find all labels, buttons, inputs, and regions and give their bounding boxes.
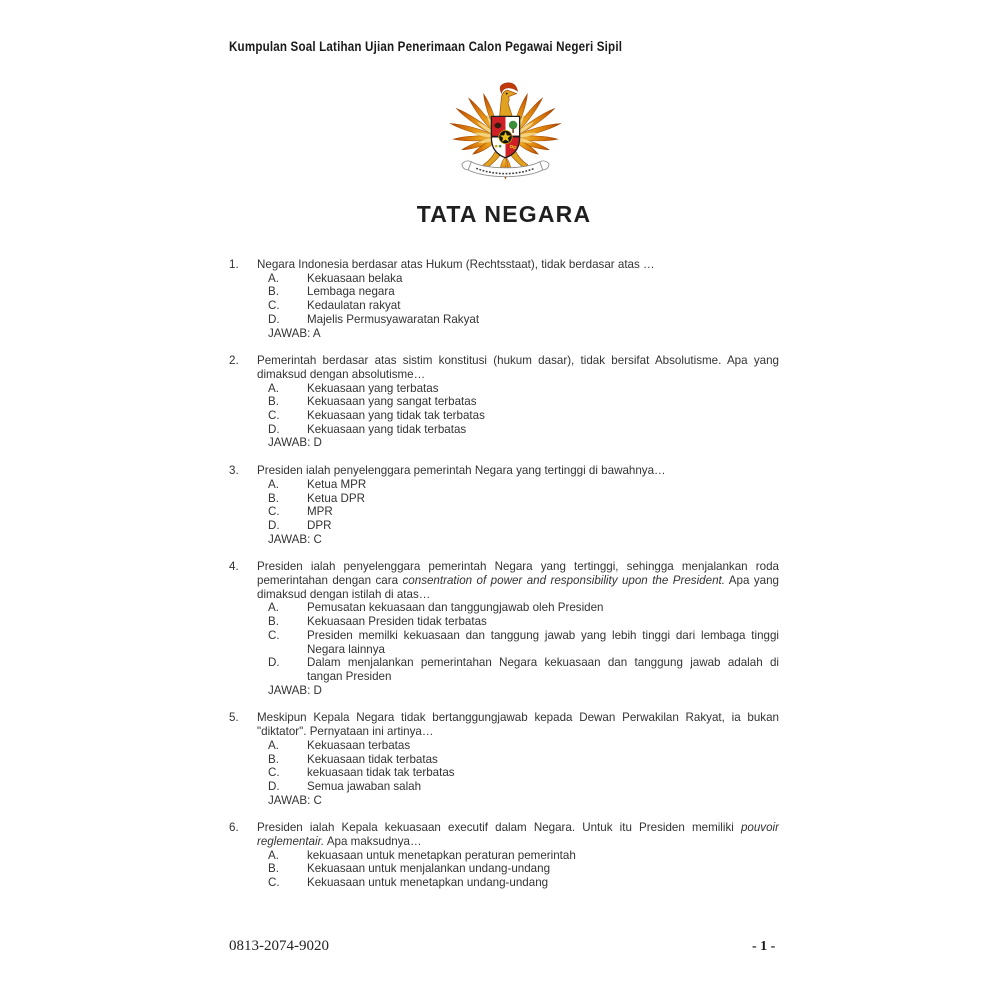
option-letter: D. [268, 656, 280, 670]
garuda-emblem-svg [449, 79, 562, 182]
question-row [229, 821, 779, 890]
question-body [257, 560, 779, 697]
option-row [268, 739, 779, 753]
banyan-tree [509, 121, 517, 129]
option-letter: B. [268, 752, 279, 766]
question-number: 5. [229, 711, 239, 725]
question-body [257, 258, 779, 340]
question-text-part: Presiden ialah penyelenggara pemerintah Negara yang tertinggi, sehingga menjalankan roda pemerintahan dengan cara [257, 560, 779, 588]
question-item [229, 464, 779, 546]
option-row [268, 615, 779, 629]
option-text: Kekuasaan yang sangat terbatas [307, 395, 477, 409]
question-text [257, 711, 779, 738]
bull-head [495, 123, 502, 129]
option-text: Kedaulatan rakyat [307, 299, 401, 313]
option-row [268, 849, 779, 863]
option-text: Kekuasaan belaka [307, 271, 403, 285]
question-text-part: Apa yang dimaksud dengan istilah di atas… [257, 574, 779, 601]
question-number: 1. [229, 258, 239, 271]
option-letter: C. [268, 628, 280, 642]
question-item [229, 560, 779, 697]
option-letter: D. [268, 422, 280, 436]
question-number: 3. [229, 464, 239, 478]
option-text: Majelis Permusyawaratan Rakyat [307, 312, 480, 326]
option-text: Kekuasaan tidak terbatas [307, 752, 438, 766]
option-row [268, 423, 779, 437]
option-letter: B. [268, 491, 279, 505]
option-text: kekuasaan untuk menetapkan peraturan pemerintah [307, 848, 576, 862]
option-text: Pemusatan kekuasaan dan tanggungjawab oleh Presiden [307, 601, 604, 615]
option-row [268, 382, 779, 396]
option-text: Kekuasaan Presiden tidak terbatas [307, 615, 487, 629]
option-letter: C. [268, 409, 280, 423]
question-item [229, 821, 779, 890]
option-row [268, 862, 779, 876]
option-text: Kekuasaan terbatas [307, 738, 411, 752]
question-item [229, 258, 779, 340]
question-text-italic: pouvoir reglementair. [257, 821, 779, 849]
question-text [257, 464, 779, 478]
option-row [268, 272, 779, 286]
option-letter: A. [268, 271, 279, 285]
answer-line: JAWAB: A [268, 326, 321, 340]
footer-page-number: - 1 - [752, 939, 776, 954]
option-text: kekuasaan tidak tak terbatas [307, 766, 455, 780]
answer-line: JAWAB: C [268, 793, 322, 807]
question-text [257, 560, 779, 601]
question-text-part: Presiden ialah Kepala kekuasaan executif dalam Negara. Untuk itu Presiden memiliki [257, 821, 741, 835]
question-number: 6. [229, 821, 239, 835]
option-letter: D. [268, 518, 280, 532]
garuda-head [499, 83, 517, 118]
page-title: TATA NEGARA [416, 201, 592, 227]
question-text-part: Negara Indonesia berdasar atas Hukum (Rechtsstaat), tidak berdasar atas … [257, 258, 655, 271]
option-row [268, 780, 779, 794]
question-text [257, 258, 779, 272]
garuda-pancasila-emblem [449, 79, 562, 182]
answer-line: JAWAB: C [268, 532, 322, 546]
option-text: MPR [307, 505, 333, 519]
question-number: 2. [229, 354, 239, 368]
option-letter: C. [268, 505, 280, 519]
option-row [268, 876, 779, 890]
question-text [257, 821, 779, 848]
option-letter: C. [268, 299, 280, 313]
option-letter: C. [268, 876, 280, 890]
option-row [268, 299, 779, 313]
answer-line: JAWAB: D [268, 683, 322, 697]
rice-cotton [495, 145, 498, 148]
question-item [229, 354, 779, 450]
option-row [268, 629, 779, 656]
option-text: Presiden memilki kekuasaan dan tanggung jawab yang lebih tinggi dari lembaga tinggi Negara lainnya [307, 628, 779, 656]
question-row [229, 258, 779, 340]
option-letter: C. [268, 766, 280, 780]
option-letter: B. [268, 395, 279, 409]
option-row [268, 395, 779, 409]
option-letter: A. [268, 848, 279, 862]
option-text: Kekuasaan yang tidak terbatas [307, 422, 467, 436]
question-text-part: Presiden ialah penyelenggara pemerintah Negara yang tertinggi di bawahnya… [257, 464, 666, 478]
option-row [268, 478, 779, 492]
question-text-part: Pemerintah berdasar atas sistim konstitusi (hukum dasar), tidak bersifat Absolutisme. Apa yang dimaksud dengan absolutisme… [257, 354, 779, 381]
option-row [268, 519, 779, 533]
option-letter: A. [268, 738, 279, 752]
question-row [229, 354, 779, 450]
option-row [268, 285, 779, 299]
footer-phone: 0813-2074-9020 [229, 938, 329, 954]
option-text: Ketua DPR [307, 491, 365, 505]
option-row [268, 601, 779, 615]
question-body [257, 464, 779, 546]
option-row [268, 505, 779, 519]
option-text: Ketua MPR [307, 477, 367, 491]
option-text: Dalam menjalankan pemerintahan Negara kekuasaan dan tanggung jawab adalah di tangan Presiden [307, 656, 779, 683]
question-row [229, 711, 779, 807]
option-letter: D. [268, 312, 280, 326]
question-text [257, 354, 779, 381]
option-row [268, 492, 779, 506]
option-letter: A. [268, 601, 279, 615]
question-body [257, 354, 779, 450]
option-text: Kekuasaan yang tidak tak terbatas [307, 409, 485, 423]
question-item [229, 711, 779, 807]
option-letter: B. [268, 615, 279, 629]
option-letter: A. [268, 477, 279, 491]
option-letter: B. [268, 285, 279, 299]
option-row [268, 409, 779, 423]
option-letter: B. [268, 862, 279, 876]
option-text: Lembaga negara [307, 285, 395, 299]
option-row [268, 656, 779, 683]
option-row [268, 753, 779, 767]
question-row [229, 560, 779, 697]
eye [506, 93, 508, 95]
option-text: Kekuasaan untuk menetapkan undang-undang [307, 876, 549, 890]
question-text-part: Apa maksudnya… [324, 835, 422, 849]
question-number: 4. [229, 560, 239, 574]
answer-line: JAWAB: D [268, 436, 322, 450]
question-body [257, 821, 779, 890]
question-list [229, 258, 779, 904]
question-row [229, 464, 779, 546]
option-letter: D. [268, 779, 280, 793]
option-text: Kekuasaan yang terbatas [307, 381, 439, 395]
option-row [268, 313, 779, 327]
option-text: Semua jawaban salah [307, 779, 422, 793]
document-header: Kumpulan Soal Latihan Ujian Penerimaan Calon Pegawai Negeri Sipil [229, 39, 623, 54]
option-row [268, 766, 779, 780]
question-text-part: Meskipun Kepala Negara tidak bertanggungjawab kepada Dewan Perwakilan Rakyat, ia bukan "diktator". Pernyataan ini artinya… [257, 711, 779, 739]
question-text-italic: consentration of power and responsibility upon the President. [402, 574, 725, 588]
option-text: DPR [307, 518, 332, 532]
option-letter: A. [268, 381, 279, 395]
question-body [257, 711, 779, 807]
option-text: Kekuasaan untuk menjalankan undang-undang [307, 862, 551, 876]
